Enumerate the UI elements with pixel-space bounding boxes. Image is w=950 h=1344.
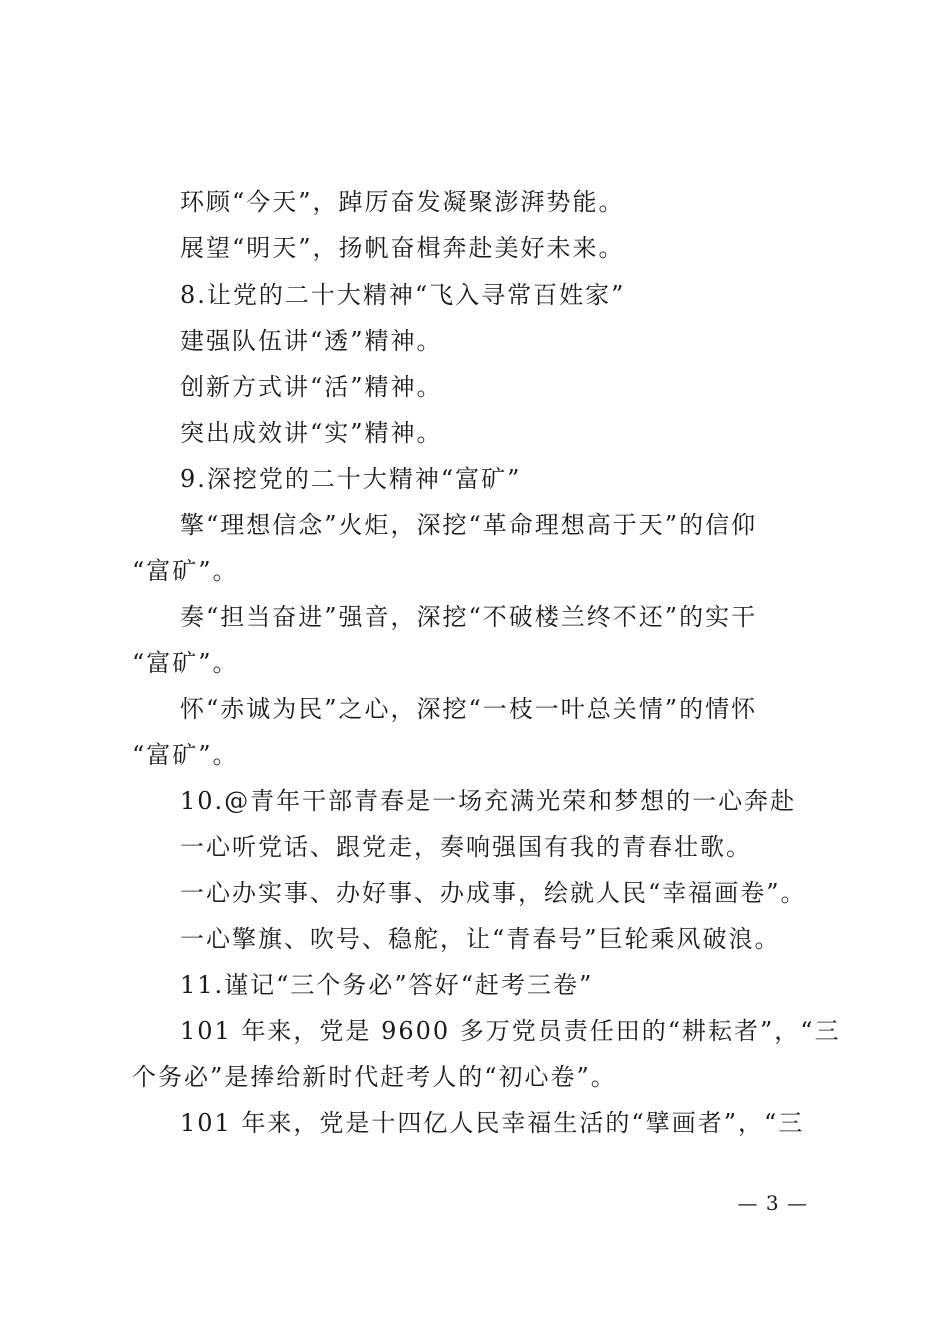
text-line: 环顾“今天”，踔厉奋发凝聚澎湃势能。 — [180, 188, 625, 216]
text-line: 建强队伍讲“透”精神。 — [180, 327, 443, 355]
text-line: 突出成效讲“实”精神。 — [180, 419, 443, 447]
text-line: 一心办实事、办好事、办成事，绘就人民“幸福画卷”。 — [180, 879, 807, 907]
text-line: 创新方式讲“活”精神。 — [180, 373, 443, 401]
text-line: 一心听党话、跟党走，奏响强国有我的青春壮歌。 — [180, 833, 752, 861]
section-heading: 10.@青年干部青春是一场充满光荣和梦想的一心奔赴 — [180, 787, 797, 815]
text-line: 101 年来，党是 9600 多万党员责任田的“耕耘者”，“三 — [180, 1017, 841, 1045]
text-line: “富矿”。 — [132, 649, 239, 677]
text-line: 展望“明天”，扬帆奋楫奔赴美好未来。 — [180, 234, 625, 262]
section-heading: 11.谨记“三个务必”答好“赶考三卷” — [180, 971, 594, 999]
text-line: 怀“赤诚为民”之心，深挖“一枝一叶总关情”的情怀 — [180, 695, 758, 723]
page-number: — 3 — — [737, 1191, 808, 1215]
text-line: 一心擎旗、吹号、稳舵，让“青春号”巨轮乘风破浪。 — [180, 925, 781, 953]
text-line: 擎“理想信念”火炬，深挖“革命理想高于天”的信仰 — [180, 511, 758, 539]
text-line: “富矿”。 — [132, 741, 239, 769]
text-line: 奏“担当奋进”强音，深挖“不破楼兰终不还”的实干 — [180, 603, 758, 631]
text-line: 101 年来，党是十四亿人民幸福生活的“擘画者”，“三 — [180, 1109, 805, 1137]
section-heading: 9.深挖党的二十大精神“富矿” — [180, 465, 522, 493]
section-heading: 8.让党的二十大精神“飞入寻常百姓家” — [180, 281, 626, 309]
text-line: “富矿”。 — [132, 557, 239, 585]
text-line: 个务必”是捧给新时代赶考人的“初心卷”。 — [132, 1063, 617, 1091]
